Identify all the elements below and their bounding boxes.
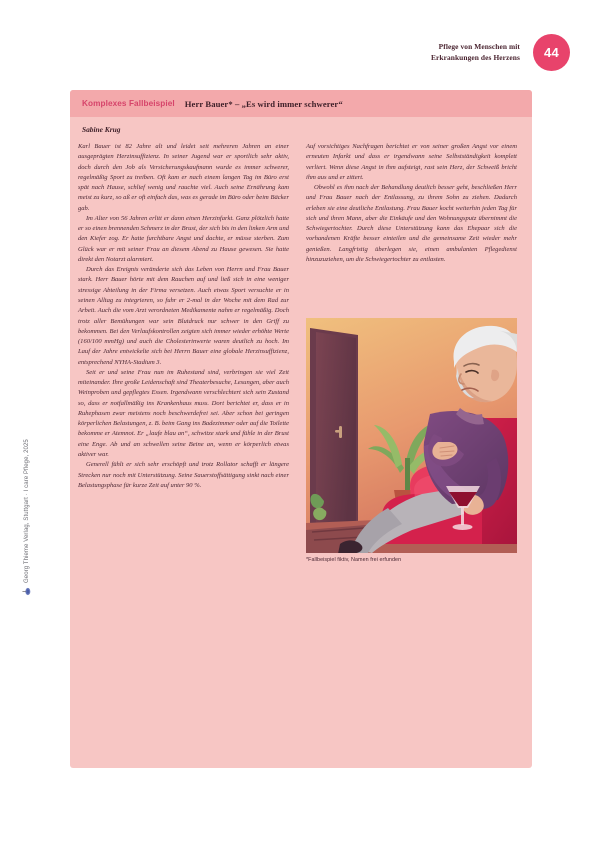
paragraph: Seit er und seine Frau nun im Ruhestand sind, verbringen sie viel Zeit miteinander. Ihre große Leidenschaft sind Theaterbesuche, Lesungen, aber auch Weinproben und gepflegtes Essen. Irgendwann verschlechtert sich sein Zustand so, dass er notfallmäßig ins Krankenhaus muss. Dort berichtet er, dass er in Ruhephasen zwar meistens noch beschwerdefrei sei. Aber schon bei geringen körperlichen Belastungen, z. B. beim Gang ins Badezimmer oder auf die Toilette bekomme er Atemnot. Er „laufe blau an“, schwitze stark und fühle in der Brust eine Enge. Ab und an schwellen seine Beine an, wenn er körperlich etwas aktiver war. <box>78 368 289 458</box>
paragraph: Generell fühlt er sich sehr erschöpft und trotz Rollator schafft er längere Strecken nur noch mit Unterstützung. Seine Sauerstoffsättigung sinkt nach einer Belastungsphase für kurze Zeit auf unter 90 %. <box>78 461 289 489</box>
running-header-title <box>431 42 520 63</box>
paragraph: Karl Bauer ist 82 Jahre alt und leidet seit mehreren Jahren an einer ausgeprägten Herzinsuffizienz. In seiner Jugend war er sportlich sehr aktiv, doch durch den Job als Versicherungskaufmann wurde es immer schwerer, regelmäßig Sport zu treiben. Oft kam er nach einem langen Tag im Büro erst spät nach Hause, schlief wenig und rauchte viel. Auch seine Ernährung kam meist zu kurz, so aß er oft einfach das, was es gerade im Büro oder beim Bäcker gab. <box>78 143 289 212</box>
case-study-figure <box>306 318 517 563</box>
case-study-box <box>70 90 532 768</box>
running-header-title-line2: Erkrankungen des Herzens <box>430 52 520 62</box>
case-study-header <box>70 90 532 117</box>
paragraph: Auf vorsichtiges Nachfragen berichtet er von seiner großen Angst vor einem erneuten Infarkt und dass er irgendwann seine Selbstständigkeit komplett verliert. Wenn diese Angst in ihm aufsteigt, rast sein Herz, der Schweiß bricht ihm aus und er zittert. <box>306 143 517 181</box>
publisher-credit <box>22 406 31 596</box>
illustration-elderly-man-armchair <box>306 318 517 553</box>
thieme-logo-icon <box>22 587 31 596</box>
running-header <box>431 34 570 71</box>
running-header-title-line1: Pflege von Menschen mit <box>438 41 520 51</box>
case-study-author: Sabine Krug <box>82 125 121 134</box>
case-study-title: Herr Bauer* – „Es wird immer schwerer“ <box>184 98 343 109</box>
page-number-badge: 44 <box>533 34 570 71</box>
case-study-kicker: Komplexes Fallbeispiel <box>82 99 175 108</box>
case-study-column-left <box>78 142 289 491</box>
paragraph: Durch das Ereignis veränderte sich das Leben von Herrn und Frau Bauer stark. Herr Bauer hörte mit dem Rauchen auf und ließ sich in eine weniger stressige Abteilung in der Firma versetzen. Auch etwas Sport versuchte er in seinen Alltag zu integrieren, so fuhr er 2-mal in der Woche mit dem Rad zur Arbeit. Auch die vom Arzt verordneten Medikamente nahm er regelmäßig. Doch trotz aller Bemühungen war sein Blutdruck nur schwer in den Griff zu bekommen. Bei den Verlaufskontrollen zeigten sich immer wieder erhöhte Werte (160/100 mmHg) und auch die Cholesterinwerte waren deutlich zu hoch. Im Lauf der Jahre entwickelte sich bei Herrn Bauer eine globale Herzinsuffizienz, entsprechend NYHA-Stadium 3. <box>78 266 289 366</box>
paragraph: Obwohl es ihm nach der Behandlung deutlich besser geht, beschließen Herr und Frau Bauer nach der Entlassung, zu ihrem Sohn zu ziehen. Dadurch erleben sie eine deutliche Entlastung. Frau Bauer kocht weiterhin jeden Tag für sich und ihren Mann, aber die Einkäufe und den Wohnungsputz übernimmt die Schwiegertochter. Durch diese Unterstützung kann das Ehepaar sich die vorhandenen Kräfte besser einteilen und die gemeinsame Zeit wieder mehr genießen. Langfristig überlegen sie, einen ambulanten Pflegedienst hinzuzuziehen, um die Schwiegertochter zu entlasten. <box>306 184 517 263</box>
publisher-credit-text: Georg Thieme Verlag, Stuttgart · I care Pflege, 2025 <box>23 439 30 583</box>
figure-caption: *Fallbeispiel fiktiv, Namen frei erfunden <box>306 557 402 563</box>
case-study-column-right <box>306 142 517 265</box>
paragraph: Im Alter von 56 Jahren erlitt er dann einen Herzinfarkt. Ganz plötzlich hatte er so einen brennenden Schmerz in der Brust, der sich bis in den linken Arm und den Kiefer zog. Er hatte furchtbare Angst und dachte, er müsse sterben. Zum Glück war er mit seiner Frau an diesem Abend zu Hause gewesen. Sie hatte direkt den Notarzt alarmiert. <box>78 214 289 263</box>
